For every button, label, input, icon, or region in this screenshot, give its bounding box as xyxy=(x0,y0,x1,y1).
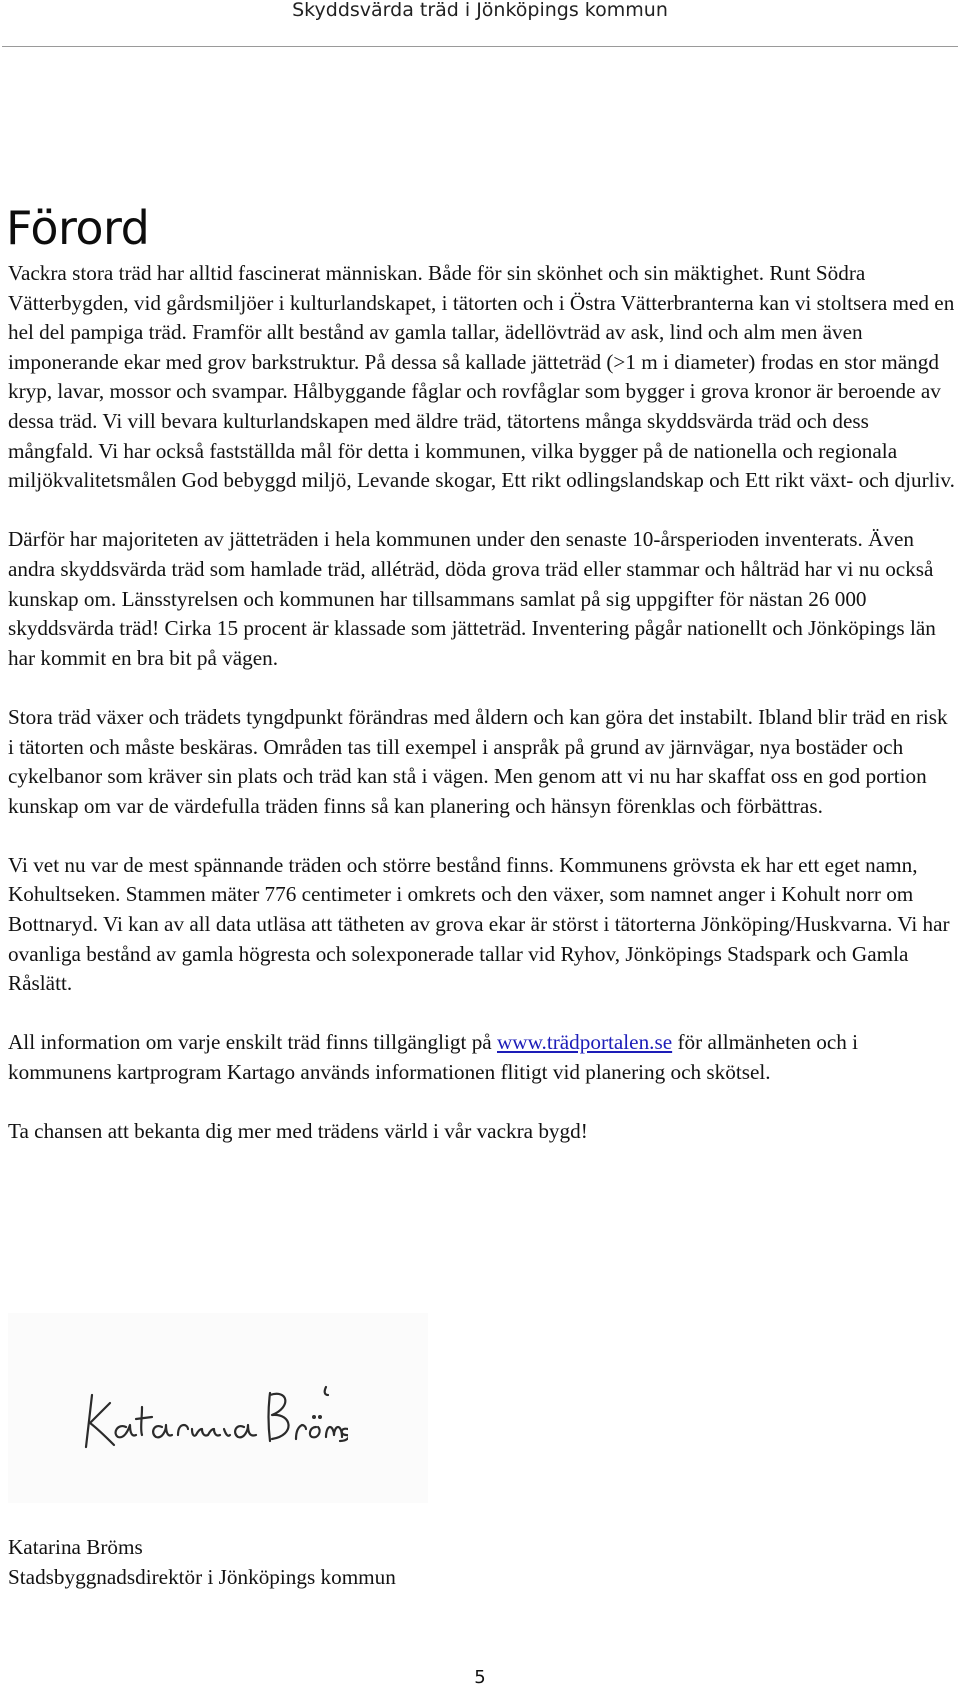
header-divider xyxy=(2,46,958,47)
paragraph-inventory: Därför har majoriteten av jätteträden i hela kommunen under den senaste 10-årsperioden inventerats. Även andra skyddsvärda träd som hamlade träd, alléträd, döda grova träd eller stammar och hålträd har vi nu också kunskap om. Länsstyrelsen och kommunen har tillsammans samlat på sig uppgifter för nästan 26 000 skyddsvärda träd! Cirka 15 procent är klassade som jätteträd. Inventering pågår nationellt och Jönköpings län har kommit en bra bit på vägen. xyxy=(8,527,936,670)
page-number: 5 xyxy=(474,1667,486,1688)
running-header: Skyddsvärda träd i Jönköpings kommun xyxy=(292,0,668,21)
paragraph-risks: Stora träd växer och trädets tyngdpunkt förändras med åldern och kan göra det instabilt. Ibland blir träd en risk i tätorten och måste beskäras. Områden tas till exempel i anspråk på grund av järnvägar, nya bostäder och cykelbanor som kräver sin plats och träd kan stå i vägen. Men genom att vi nu har skaffat oss en god portion kunskap om var de värdefulla träden finns så kan planering och hänsyn förenklas och förbättras. xyxy=(8,704,948,818)
signature-block xyxy=(8,1533,396,1592)
tradportalen-link[interactable]: www.trädportalen.se xyxy=(497,1030,673,1055)
paragraph-information xyxy=(8,1028,956,1087)
paragraph-intro: Vackra stora träd har alltid fascinerat människan. Både för sin skönhet och sin mäktighet. Runt Södra Vätterbygden, vid gårdsmiljöer i kulturlandskapet, i tätorten och i Östra Vätterbranterna kan vi stoltsera med en hel del pampiga träd. Framför allt bestånd av gamla tallar, ädellövträd av ask, lind och alm men även imponerande ekar med grov barkstruktur. På dessa så kallade jätteträd (>1 m i diameter) frodas en stor mängd kryp, lavar, mossor och svampar. Hålbyggande fåglar och rovfåglar som bygger i grova kronor är beroende av dessa träd. Vi vill bevara kulturlandskapen med äldre träd, tätortens många skyddsvärda träd och dess mångfald. Vi har också fastställda mål för detta i kommunen, vilka bygger på de nationella och regionala miljökvalitetsmålen God bebyggd miljö, Levande skogar, Ett rikt odlingslandskap och Ett rikt växt- och djurliv. xyxy=(8,261,955,493)
signatory-title: Stadsbyggnadsdirektör i Jönköpings kommun xyxy=(8,1564,396,1589)
foreword-body xyxy=(8,259,956,1147)
signature-scribble xyxy=(78,1373,348,1463)
paragraph-closing: Ta chansen att bekanta dig mer med trädens värld i vår vackra bygd! xyxy=(8,1119,588,1144)
information-text-before-link: All information om varje enskilt träd finns tillgängligt på xyxy=(8,1030,497,1055)
signatory-name: Katarina Bröms xyxy=(8,1535,143,1559)
paragraph-notable-trees: Vi vet nu var de mest spännande träden och större bestånd finns. Kommunens grövsta ek har ett eget namn, Kohultseken. Stammen mäter 776 centimeter i omkrets och den växer, som namnet anger i Kohult norr om Bottnaryd. Vi kan av all data utläsa att tätheten av grova ekar är störst i tätorterna Jönköping/Huskvarna. Vi har ovanliga bestånd av gamla högresta och solexponerade tallar vid Ryhov, Jönköpings Stadspark och Gamla Råslätt. xyxy=(8,852,950,996)
information-text-after-link: för allmänheten och i kommunens kartprogram Kartago används informationen flitigt vid planering och skötsel. xyxy=(8,1030,859,1085)
page-title: Förord xyxy=(6,201,150,255)
handwritten-signature xyxy=(8,1313,428,1503)
